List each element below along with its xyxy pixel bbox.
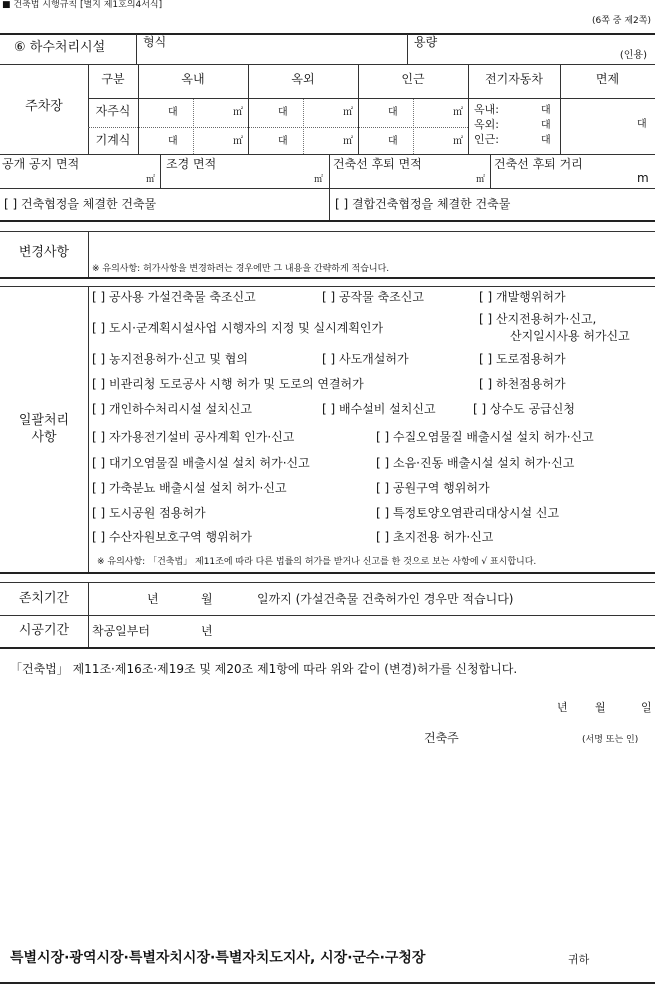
col-exempt: 면제	[595, 72, 620, 86]
bulk-label-2: 사항	[31, 430, 57, 445]
row-line	[0, 64, 655, 65]
sewage-label: ⑥ 하수처리시설	[14, 40, 106, 55]
row-line	[88, 98, 655, 99]
signer-label: 건축주	[424, 731, 459, 745]
bulk-item[interactable]: [ ] 대기오염물질 배출시설 설치 허가·신고	[92, 456, 310, 470]
setback-area-label: 건축선 후퇴 면적	[333, 157, 422, 171]
unit-m2: ㎡	[314, 175, 324, 185]
signature-field[interactable]: (서명 또는 인)	[582, 735, 639, 745]
unit-count: 대	[637, 119, 647, 130]
unit-area: ㎡	[343, 107, 353, 118]
divider	[136, 34, 137, 64]
duration-label: 존치기간	[18, 591, 70, 606]
parking-label: 주차장	[25, 99, 63, 114]
unit-count: 대	[278, 136, 288, 147]
unit-count: 대	[388, 136, 398, 147]
duration-until: 일까지 (가설건축물 건축허가인 경우만 적습니다)	[257, 592, 514, 606]
unit-m2: ㎡	[146, 175, 156, 185]
bulk-item-cont: 산지일시사용 허가신고	[510, 329, 630, 343]
unit-area: ㎡	[343, 136, 353, 147]
unit-area: ㎡	[233, 136, 243, 147]
unit-area: ㎡	[453, 107, 463, 118]
ev-nearby: 인근:	[474, 133, 499, 146]
duration-year-field[interactable]	[95, 588, 145, 608]
change-field[interactable]	[92, 234, 647, 258]
setback-dist-label: 건축선 후퇴 거리	[494, 157, 583, 171]
bulk-item[interactable]: [ ] 수질오염물질 배출시설 설치 허가·신고	[376, 430, 594, 444]
construction-label: 시공기간	[18, 623, 70, 638]
sewage-type-label: 형식	[143, 35, 167, 49]
unit-count: 대	[168, 107, 178, 118]
section-border	[0, 277, 655, 279]
bulk-item[interactable]: [ ] 배수설비 설치신고	[322, 402, 436, 416]
change-label: 변경사항	[18, 245, 70, 260]
unit-m: m	[637, 171, 649, 185]
col-indoor: 옥내	[181, 72, 205, 86]
bulk-item[interactable]: [ ] 자가용전기설비 공사계획 인가·신고	[92, 430, 295, 444]
sewage-capacity-unit: (인용)	[619, 50, 647, 61]
bulk-item[interactable]: [ ] 비관리청 도로공사 시행 허가 및 도로의 연결허가	[92, 377, 364, 391]
section-border	[0, 572, 655, 574]
row-line	[0, 188, 655, 189]
row-line	[0, 154, 655, 155]
bulk-item[interactable]: [ ] 도시공원 점용허가	[92, 506, 206, 520]
divider	[407, 34, 408, 64]
sewage-capacity-field[interactable]	[450, 36, 590, 60]
bulk-item[interactable]: [ ] 산지전용허가·신고,	[479, 312, 597, 326]
row-line	[0, 615, 655, 616]
col-ev: 전기자동차	[485, 72, 543, 86]
unit-count: 대	[541, 120, 551, 131]
addressee-title: 특별시장·광역시장·특별자치시장·특별자치도지사, 시장·군수·구청장	[10, 950, 426, 966]
change-note: ※ 유의사항: 허가사항을 변경하려는 경우에만 그 내용을 간략하게 적습니다.	[92, 264, 390, 274]
bulk-item[interactable]: [ ] 공작물 축조신고	[322, 290, 424, 304]
date-year: 년	[557, 701, 568, 714]
ev-outdoor: 옥외:	[474, 118, 499, 131]
col-nearby: 인근	[401, 72, 425, 86]
sewage-capacity-label: 용량	[414, 35, 438, 49]
open-space-label: 공개 공지 면적	[2, 157, 80, 171]
unit-count: 대	[388, 107, 398, 118]
construction-year: 년	[201, 624, 213, 638]
bulk-item[interactable]: [ ] 도시·군계획시설사업 시행자의 지정 및 실시계획인가	[92, 321, 384, 335]
col-gubun: 구분	[101, 72, 125, 86]
form-reference: ■ 건축법 시행규칙 [별지 제1호의4서식]	[2, 0, 163, 10]
top-border	[0, 33, 655, 35]
construction-year-field[interactable]	[160, 620, 200, 640]
unit-m2: ㎡	[476, 175, 486, 185]
row-line	[0, 286, 655, 287]
unit-count: 대	[541, 105, 551, 116]
bulk-item[interactable]: [ ] 공사용 가설건축물 축조신고	[92, 290, 256, 304]
bottom-border	[0, 982, 655, 984]
bulk-item[interactable]: [ ] 초지전용 허가·신고	[376, 530, 494, 544]
bulk-item[interactable]: [ ] 개인하수처리시설 설치신고	[92, 402, 252, 416]
bulk-item[interactable]: [ ] 개발행위허가	[479, 290, 566, 304]
unit-area: ㎡	[233, 107, 243, 118]
unit-count: 대	[278, 107, 288, 118]
date-month: 월	[595, 701, 606, 714]
row-self: 자주식	[95, 104, 131, 118]
date-day: 일	[641, 701, 652, 714]
row-mech: 기계식	[95, 133, 131, 147]
ev-indoor: 옥내:	[474, 103, 499, 116]
duration-year: 년	[147, 592, 159, 606]
landscape-label: 조경 면적	[166, 157, 217, 171]
duration-month: 월	[201, 592, 213, 606]
bulk-item[interactable]: [ ] 사도개설허가	[322, 352, 409, 366]
unit-area: ㎡	[453, 136, 463, 147]
bulk-item[interactable]: [ ] 소음·진동 배출시설 설치 허가·신고	[376, 456, 575, 470]
declaration: 「건축법」 제11조·제16조·제19조 및 제20조 제1항에 따라 위와 같이 (변경)허가를 신청합니다.	[10, 662, 518, 676]
row-line	[0, 582, 655, 583]
unit-count: 대	[541, 135, 551, 146]
construction-from: 착공일부터	[92, 624, 150, 638]
bulk-item[interactable]: [ ] 수산자원보호구역 행위허가	[92, 530, 252, 544]
bulk-item[interactable]: [ ] 도로점용허가	[479, 352, 566, 366]
bulk-item[interactable]: [ ] 농지전용허가·신고 및 협의	[92, 352, 248, 366]
bulk-item[interactable]: [ ] 가축분뇨 배출시설 설치 허가·신고	[92, 481, 287, 495]
section-border	[0, 647, 655, 649]
bulk-note: ※ 유의사항: 「건축법」 제11조에 따라 다른 법률의 허가를 받거나 신고를 한 것으로 보는 사항에 √ 표시합니다.	[97, 557, 537, 567]
bulk-item[interactable]: [ ] 상수도 공급신청	[473, 402, 575, 416]
row-line	[0, 231, 655, 232]
sewage-type-field[interactable]	[205, 36, 400, 60]
bulk-item[interactable]: [ ] 하천점용허가	[479, 377, 566, 391]
col-outdoor: 옥외	[291, 72, 315, 86]
bulk-item[interactable]: [ ] 공원구역 행위허가	[376, 481, 490, 495]
combined-agreement-check[interactable]: [ ] 결합건축협정을 체결한 건축물	[335, 197, 511, 211]
bulk-item[interactable]: [ ] 특정토양오염관리대상시설 신고	[376, 506, 560, 520]
building-agreement-check[interactable]: [ ] 건축협정을 체결한 건축물	[4, 197, 157, 211]
bulk-label-1: 일괄처리	[18, 413, 70, 428]
unit-count: 대	[168, 136, 178, 147]
page-number: (6쪽 중 제2쪽)	[592, 16, 651, 26]
addressee-suffix: 귀하	[568, 953, 590, 966]
section-border	[0, 220, 655, 222]
